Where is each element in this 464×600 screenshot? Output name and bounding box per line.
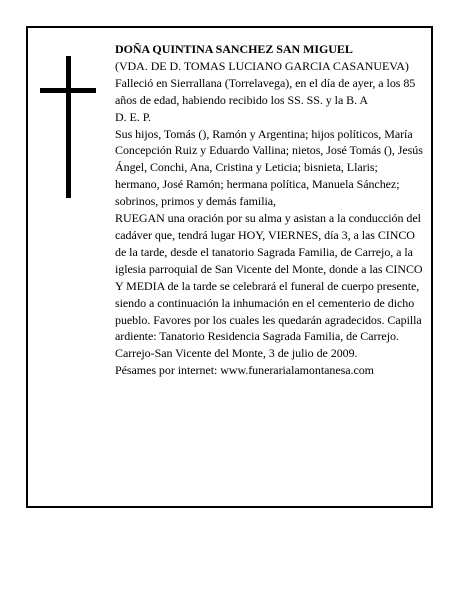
widow-of: (VDA. DE D. TOMAS LUCIANO GARCIA CASANUEVA)	[115, 58, 409, 73]
obituary-notice	[26, 26, 433, 508]
notice-text	[115, 41, 424, 379]
death-info: Falleció en Sierrallana (Torrelavega), en el día de ayer, a los 85 años de edad, habiendo recibido los SS. SS. y la B. A	[115, 75, 416, 107]
date-place: Carrejo-San Vicente del Monte, 3 de julio de 2009.	[115, 346, 358, 361]
funeral-request: RUEGAN una oración por su alma y asistan a la conducción del cadáver que, tendrá lugar HOY, VIERNES, día 3, a las CINCO de la tarde, desde el tanatorio Sagrada Familia, de Carrejo, a la iglesia parroquial de San Vicente del Monte, donde a las CINCO Y MEDIA de la tarde se celebrará el funeral de cuerpo presente, siendo a continuación la inhumación en el cementerio de dicho pueblo. Favores por los cuales les quedarán agradecidos. Capilla ardiente: Tanatorio Residencia Sagrada Familia, de Carrejo.	[115, 211, 423, 344]
condolences-link: Pésames por internet: www.funerarialamontanesa.com	[115, 363, 374, 378]
cross-horizontal-bar	[40, 88, 96, 93]
rest-in-peace: D. E. P.	[115, 109, 151, 124]
family-list: Sus hijos, Tomás (), Ramón y Argentina; hijos políticos, María Concepción Ruiz y Eduardo Vallina; nietos, José Tomás (), Jesús Ángel, Conchi, Ana, Cristina y Leticia; bisnieta, Llaris; hermano, José Ramón; hermana política, Manuela Sánchez; sobrinos, primos y demás familia,	[115, 126, 423, 209]
latin-cross-icon	[40, 56, 96, 198]
deceased-name: DOÑA QUINTINA SANCHEZ SAN MIGUEL	[115, 42, 353, 56]
cross-vertical-bar	[66, 56, 71, 198]
